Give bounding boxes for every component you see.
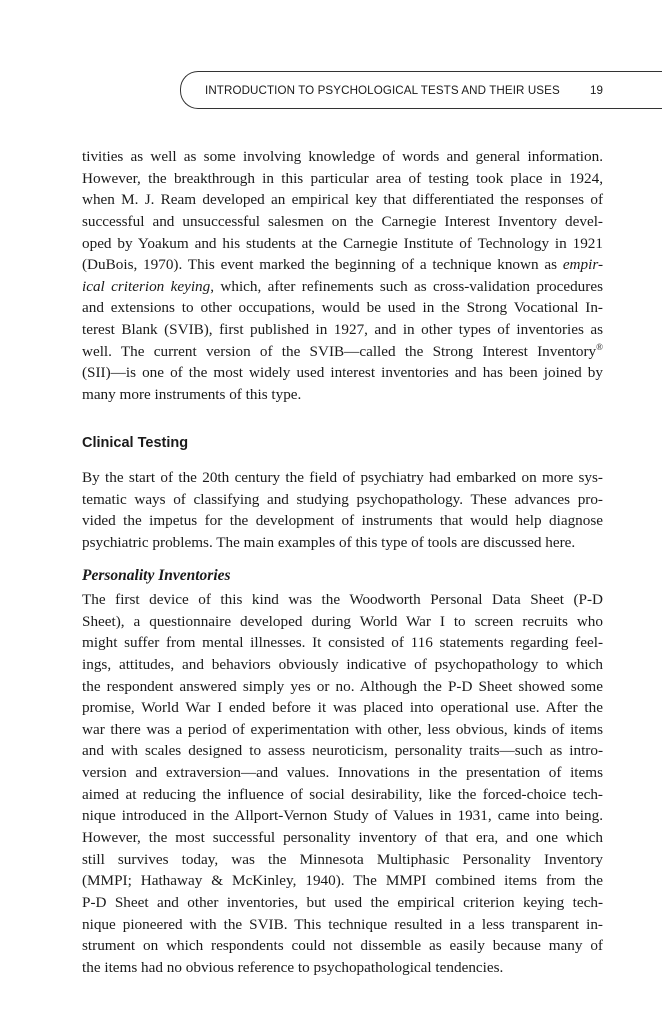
text-line [82, 211, 603, 233]
text-line [82, 189, 603, 211]
text-segment: well. The current version of the SVIB—called the Strong Interest Inventory [82, 342, 597, 360]
text-line [82, 467, 603, 489]
text-segment: (SII)—is one of the most widely used interest inventories and has been joined by [82, 364, 603, 382]
text-line [82, 676, 603, 698]
text-segment: tivities as well as some involving knowledge of words and general information. [82, 148, 603, 165]
text-line [82, 827, 603, 849]
paragraph-interest-inventories [82, 146, 603, 406]
text-segment: The first device of this kind was the Woodworth Personal Data Sheet (P-D [82, 591, 603, 608]
text-segment: , which, after refinements such as cross-validation procedures [210, 277, 603, 295]
text-line [82, 719, 603, 741]
registered-mark: ® [596, 341, 603, 352]
paragraph-personality-inventories [82, 589, 603, 979]
text-line [82, 276, 603, 298]
text-segment: ings, attitudes, and behaviors obviously indicative of psychopathology to which [82, 655, 603, 673]
text-line [82, 892, 603, 914]
text-line [82, 319, 603, 341]
text-segment: and extensions to other occupations, would be used in the Strong Vocational In- [82, 299, 603, 317]
text-line [82, 632, 603, 654]
text-segment: promise, World War I ended before it was placed into operational use. After the [82, 699, 603, 717]
text-segment: However, the most successful personality inventory of that era, and one which [82, 829, 603, 847]
text-segment: nique pioneered with the SVIB. This technique resulted in a less transparent in- [82, 915, 603, 933]
text-segment: the respondent answered simply yes or no. Although the P-D Sheet showed some [82, 677, 603, 695]
running-head: INTRODUCTION TO PSYCHOLOGICAL TESTS AND THEIR USES [205, 84, 560, 97]
text-line [82, 762, 603, 784]
text-line [82, 168, 603, 190]
text-line [82, 341, 603, 363]
text-segment: P-D Sheet and other inventories, but used the empirical criterion keying tech- [82, 893, 603, 911]
paragraph-clinical-testing [82, 467, 603, 554]
section-heading: Clinical Testing [82, 435, 189, 451]
text-line [82, 784, 603, 806]
text-line [82, 805, 603, 827]
text-segment: Sheet), a questionnaire developed during World War I to screen recruits who [82, 612, 603, 630]
subheading: Personality Inventories [82, 567, 231, 584]
text-segment: many more instruments of this type. [82, 386, 302, 404]
text-line [82, 233, 603, 255]
text-line [82, 740, 603, 762]
text-segment: might suffer from mental illnesses. It consisted of 116 statements regarding feel- [82, 634, 603, 652]
text-line [82, 611, 603, 633]
text-line [82, 489, 603, 511]
text-line [82, 146, 603, 168]
text-segment: still survives today, was the Minnesota Multiphasic Personality Inventory [82, 850, 603, 868]
text-segment: war there was a period of experimentation with other, less obvious, kinds of items [82, 720, 603, 738]
text-line [82, 362, 603, 384]
text-segment: By the start of the 20th century the field of psychiatry had embarked on more sys- [82, 469, 603, 486]
text-line [82, 384, 603, 406]
text-segment: nique introduced in the Allport-Vernon Study of Values in 1931, came into being. [82, 807, 603, 825]
text-segment: vided the impetus for the development of instruments that would help diagnose [82, 512, 603, 530]
text-line [82, 254, 603, 276]
text-line [82, 532, 603, 554]
text-line [82, 957, 603, 979]
text-line [82, 589, 603, 611]
text-segment: psychiatric problems. The main examples of this type of tools are discussed here. [82, 533, 576, 551]
page-number: 19 [590, 84, 603, 97]
text-segment: successful and unsuccessful salesmen on the Carnegie Interest Inventory devel- [82, 212, 603, 230]
text-segment: (MMPI; Hathaway & McKinley, 1940). The MMPI combined items from the [82, 872, 603, 890]
text-line [82, 914, 603, 936]
text-segment: when M. J. Ream developed an empirical key that differentiated the responses of [82, 191, 603, 209]
text-line [82, 935, 603, 957]
text-segment: terest Blank (SVIB), first published in 1927, and in other types of inventories as [82, 321, 603, 339]
text-segment: and with scales designed to assess neuroticism, personality traits—such as intro- [82, 742, 603, 760]
text-segment: tematic ways of classifying and studying psychopathology. These advances pro- [82, 490, 603, 508]
italic-term: empir- [562, 256, 603, 274]
text-segment: (DuBois, 1970). This event marked the beginning of a technique known as [82, 256, 563, 274]
text-segment: aimed at reducing the influence of social desirability, like the forced-choice tech- [82, 785, 603, 803]
text-segment: the items had no obvious reference to psychopathological tendencies. [82, 958, 504, 976]
italic-term: ical criterion keying [82, 277, 211, 295]
text-line [82, 870, 603, 892]
text-line [82, 697, 603, 719]
text-line [82, 849, 603, 871]
text-line [82, 654, 603, 676]
text-line [82, 297, 603, 319]
text-segment: strument on which respondents could not dissemble as easily because many of [82, 937, 603, 955]
text-segment: version and extraversion—and values. Innovations in the presentation of items [82, 764, 603, 782]
text-segment: oped by Yoakum and his students at the Carnegie Institute of Technology in 1921 [82, 234, 603, 252]
text-line [82, 510, 603, 532]
text-segment: However, the breakthrough in this particular area of testing took place in 1924, [82, 169, 603, 187]
